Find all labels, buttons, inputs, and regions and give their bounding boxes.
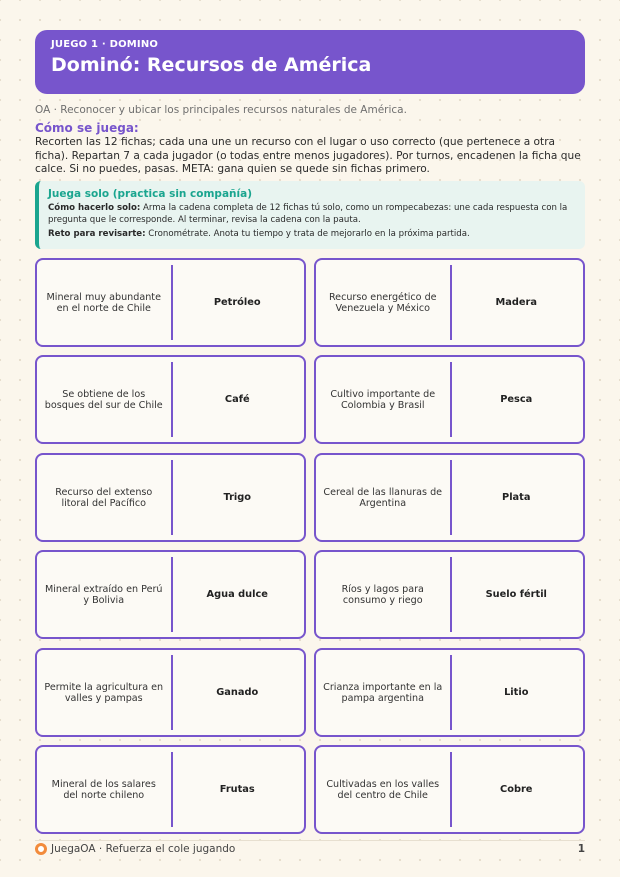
solo-how-label: Cómo hacerlo solo: bbox=[48, 203, 141, 213]
domino-tile bbox=[314, 355, 585, 444]
domino-tile bbox=[314, 258, 585, 347]
howto-heading: Cómo se juega: bbox=[35, 121, 139, 135]
tile-divider bbox=[450, 265, 452, 340]
tile-answer: Pesca bbox=[500, 394, 533, 405]
tile-divider bbox=[171, 362, 173, 437]
tile-clue: Se obtiene de los bosques del sur de Chile bbox=[44, 388, 163, 411]
tile-answer: Cobre bbox=[500, 784, 533, 795]
domino-tile bbox=[314, 550, 585, 639]
domino-tile bbox=[314, 453, 585, 542]
page-footer bbox=[35, 843, 585, 855]
tile-answer: Petróleo bbox=[213, 297, 261, 308]
tile-answer: Ganado bbox=[216, 687, 259, 698]
tile-divider bbox=[171, 557, 173, 632]
solo-challenge-text: Cronométrate. Anota tu tiempo y trata de mejorarlo en la próxima partida. bbox=[145, 229, 470, 239]
tile-answer: Café bbox=[224, 394, 250, 405]
footer-divider bbox=[35, 840, 585, 841]
tile-clue: Cultivadas en los valles del centro de Chile bbox=[326, 778, 440, 801]
tile-divider bbox=[450, 655, 452, 730]
learning-objective: OA · Reconocer y ubicar los principales recursos naturales de América. bbox=[35, 104, 407, 116]
tile-answer: Madera bbox=[495, 297, 537, 308]
tile-answer: Plata bbox=[502, 492, 531, 503]
tile-clue: Recurso del extenso litoral del Pacífico bbox=[55, 486, 153, 509]
footer-brand: JuegaOA · Refuerza el cole jugando bbox=[51, 843, 236, 855]
solo-challenge-label: Reto para revisarte: bbox=[48, 229, 146, 239]
tile-clue: Permite la agricultura en valles y pampas bbox=[44, 681, 164, 704]
tile-clue: Cultivo importante de Colombia y Brasil bbox=[330, 388, 436, 411]
tile-answer: Litio bbox=[504, 687, 529, 698]
tile-divider bbox=[171, 752, 173, 827]
tile-divider bbox=[171, 460, 173, 535]
tile-divider bbox=[450, 557, 452, 632]
tile-divider bbox=[171, 655, 173, 730]
tile-answer: Frutas bbox=[219, 784, 255, 795]
domino-tile bbox=[314, 648, 585, 737]
tile-clue: Mineral de los salares del norte chileno bbox=[51, 778, 156, 801]
domino-tile bbox=[314, 745, 585, 834]
tile-divider bbox=[171, 265, 173, 340]
page-title: Dominó: Recursos de América bbox=[51, 54, 372, 76]
tile-answer: Trigo bbox=[223, 492, 252, 503]
domino-tile bbox=[35, 258, 306, 347]
tile-answer: Agua dulce bbox=[206, 589, 268, 600]
page-number: 1 bbox=[577, 843, 585, 855]
solo-how-paragraph bbox=[48, 203, 575, 226]
domino-tile bbox=[35, 745, 306, 834]
tile-clue: Crianza importante en la pampa argentina bbox=[323, 681, 443, 704]
tile-clue: Cereal de las llanuras de Argentina bbox=[323, 486, 443, 509]
tile-divider bbox=[450, 362, 452, 437]
solo-play-box bbox=[35, 181, 585, 249]
page-header bbox=[35, 30, 585, 94]
tile-clue: Recurso energético de Venezuela y México bbox=[328, 291, 437, 314]
tile-divider bbox=[450, 752, 452, 827]
game-tag: JUEGO 1 · DOMINO bbox=[51, 39, 159, 50]
tile-answer: Suelo fértil bbox=[485, 589, 547, 600]
domino-tile bbox=[35, 355, 306, 444]
domino-tile bbox=[35, 648, 306, 737]
domino-tile bbox=[35, 453, 306, 542]
solo-challenge-paragraph bbox=[48, 229, 575, 241]
solo-how-text: Arma la cadena completa de 12 fichas tú solo, como un rompecabezas: une cada respuesta con la pregunta que le corresponde. Al terminar, revisa la cadena con la pauta. bbox=[48, 203, 568, 225]
tile-clue: Mineral extraído en Perú y Bolivia bbox=[44, 583, 163, 606]
tile-clue: Mineral muy abundante en el norte de Chile bbox=[46, 291, 161, 314]
howto-rules: Recorten las 12 fichas; cada una une un recurso con el lugar o uso correcto (que pertenece a otra ficha). Repartan 7 a cada jugador (o todas entre menos jugadores). Por turnos, encadenen la ficha que calce. Si no puedes, pasas. META: gana quien se quede sin fichas primero. bbox=[35, 136, 581, 175]
tile-clue: Ríos y lagos para consumo y riego bbox=[341, 583, 424, 606]
brand-logo-icon bbox=[35, 843, 47, 855]
tile-divider bbox=[450, 460, 452, 535]
solo-heading: Juega solo (practica sin compañía) bbox=[48, 188, 252, 200]
domino-tile bbox=[35, 550, 306, 639]
